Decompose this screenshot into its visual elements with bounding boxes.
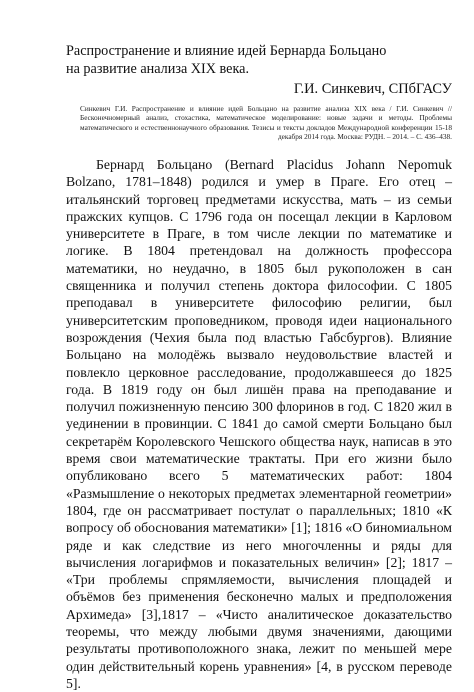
author-line: Г.И. Синкевич, СПбГАСУ [293,81,452,97]
body-text [66,156,452,692]
document-title: Распространение и влияние идей Бернарда Больцано на развитие анализа XIX века. [66,43,387,77]
citation-reference: Синкевич Г.И. Распространение и влияние идей Больцано на развитие анализа XIX века / Г.И. Синкевич // Бесконечномерный анализ, стохастика, математическое моделирование: новые задачи и методы. Проблемы математического и естественнонаучного образования. Тезисы и тексты докладов Международной конференции 15-18 декабря 2014 года. Москва: РУДН. – 2014. – С. 436–438. [80,104,452,141]
body-paragraph: Бернард Больцано (Bernard Placidus Johann Nepomuk Bolzano, 1781–1848) родился и умер в Праге. Его отец – итальянский торговец предметами искусства, мать – из семьи пражских купцов. С 1796 года он посещал лекции в Карловом университете в Праге, в том числе лекции по математике и логике. В 1804 претендовал на должность профессора математики, но неудачно, в 1805 был рукоположен в сан священника и получил степень доктора философии. С 1805 преподавал в университете философию религии, был университетским проповедником, проводя идеи национального возрождения (Чехия была под властью Габсбургов). Влияние Больцано на молодёжь вызвало неудовольствие властей и повлекло церковное расследование, продолжавшееся до 1825 года. В 1819 году он был лишён права на преподавание и получил пожизненную пенсию 300 флоринов в год. С 1820 жил в уединении в провинции. С 1841 до самой смерти Больцано был секретарём Королевского Чешского общества наук, написав в это время свои математические трактаты. При его жизни было опубликовано всего 5 математических работ: 1804 «Размышление о некоторых предметах элементарной геометрии» 1804, где он рассматривает постулат о параллельных; 1810 «К вопросу об обоснования математики» [1]; 1816 «О биномиальном ряде и как следствие из него многочленны и ряды для вычисления логарифмов и показательных величин» [2]; 1817 – «Три проблемы спрямляемости, вычисления площадей и объёмов без применения бесконечно малых и предположения Архимеда» [3],1817 – «Чисто аналитическое доказательство теоремы, что между любыми двумя значениями, дающими результаты противоположного знака, лежит по меньшей мере один действительный корень уравнения» [4, в русском переводе 5]. [66,157,453,691]
